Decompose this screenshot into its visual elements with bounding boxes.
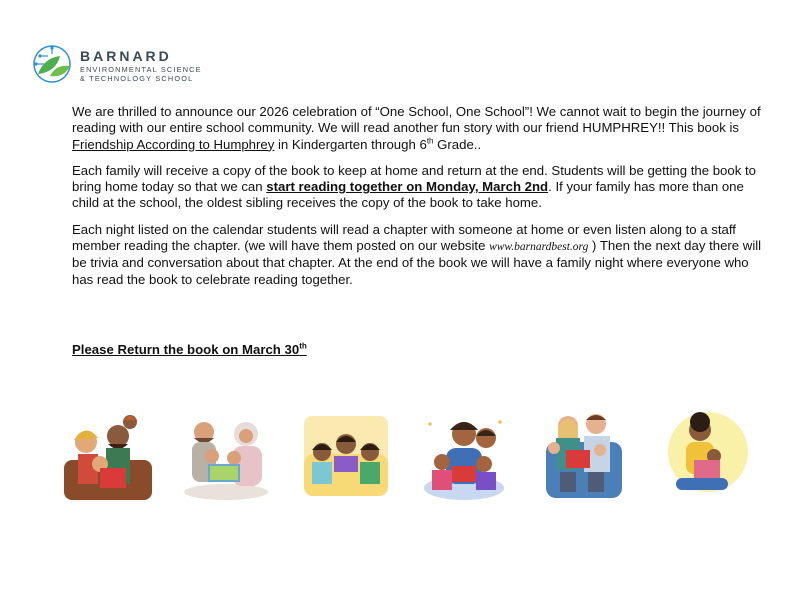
return-notice-text: Please Return the book on March 30	[72, 342, 300, 357]
book-title: Friendship According to Humphrey	[72, 136, 275, 152]
intro-paragraph	[72, 104, 762, 153]
parents-reading-with-kids-icon	[178, 408, 274, 504]
book-copy-paragraph	[72, 163, 762, 212]
book-copy-text: Each family will receive a copy of the book to keep at home and return at the end. Students will be getting the book to bring home today so that we can	[72, 162, 756, 195]
announcement-body	[72, 104, 762, 298]
logo-subtitle-line1: ENVIRONMENTAL SCIENCE	[80, 65, 202, 74]
book-copy-text-end: . If your family has more than one child at the school, the oldest sibling receives the copy of the book to take home.	[72, 179, 744, 211]
parents-on-armchair-reading-icon	[536, 408, 632, 504]
return-notice-superscript: th	[299, 341, 307, 351]
nightly-reading-paragraph	[72, 222, 762, 288]
intro-grade-text: in Kindergarten through 6	[274, 136, 427, 152]
intro-text: We are thrilled to announce our 2026 celebration of “One School, One School”! We cannot wait to begin the journey of reading with our entire school community. We will read another fun story with our friend HUMPHREY!! This book is	[72, 104, 761, 136]
nightly-reading-text-end: ) Then the next day there will be trivia and conversation about that chapter. At the end of the book we will have a family night where everyone who has read the book to celebrate reading together.	[72, 238, 762, 287]
intro-grade-suffix: Grade..	[433, 136, 482, 152]
logo-subtitle	[80, 65, 270, 83]
kids-reading-on-couch-icon	[298, 408, 394, 504]
illustration-row	[60, 408, 750, 508]
nightly-reading-text: Each night listed on the calendar students will read a chapter with someone at home or even listen along to a staff member reading the chapter. (we will have them posted on our website	[72, 221, 736, 254]
grade-superscript: th	[426, 136, 434, 146]
logo-name: BARNARD	[80, 48, 172, 64]
mother-reading-to-children-icon	[416, 408, 512, 504]
family-reading-icon	[60, 408, 156, 504]
leaf-circuit-icon	[30, 44, 74, 84]
website-link[interactable]: www.barnardbest.org	[489, 241, 589, 254]
logo-subtitle-line2: & TECHNOLOGY SCHOOL	[80, 74, 194, 83]
school-logo	[30, 44, 230, 88]
start-date-emphasis: start reading together on Monday, March 2nd	[266, 179, 549, 195]
return-notice	[72, 342, 307, 357]
parent-reading-to-child-icon	[656, 408, 752, 504]
